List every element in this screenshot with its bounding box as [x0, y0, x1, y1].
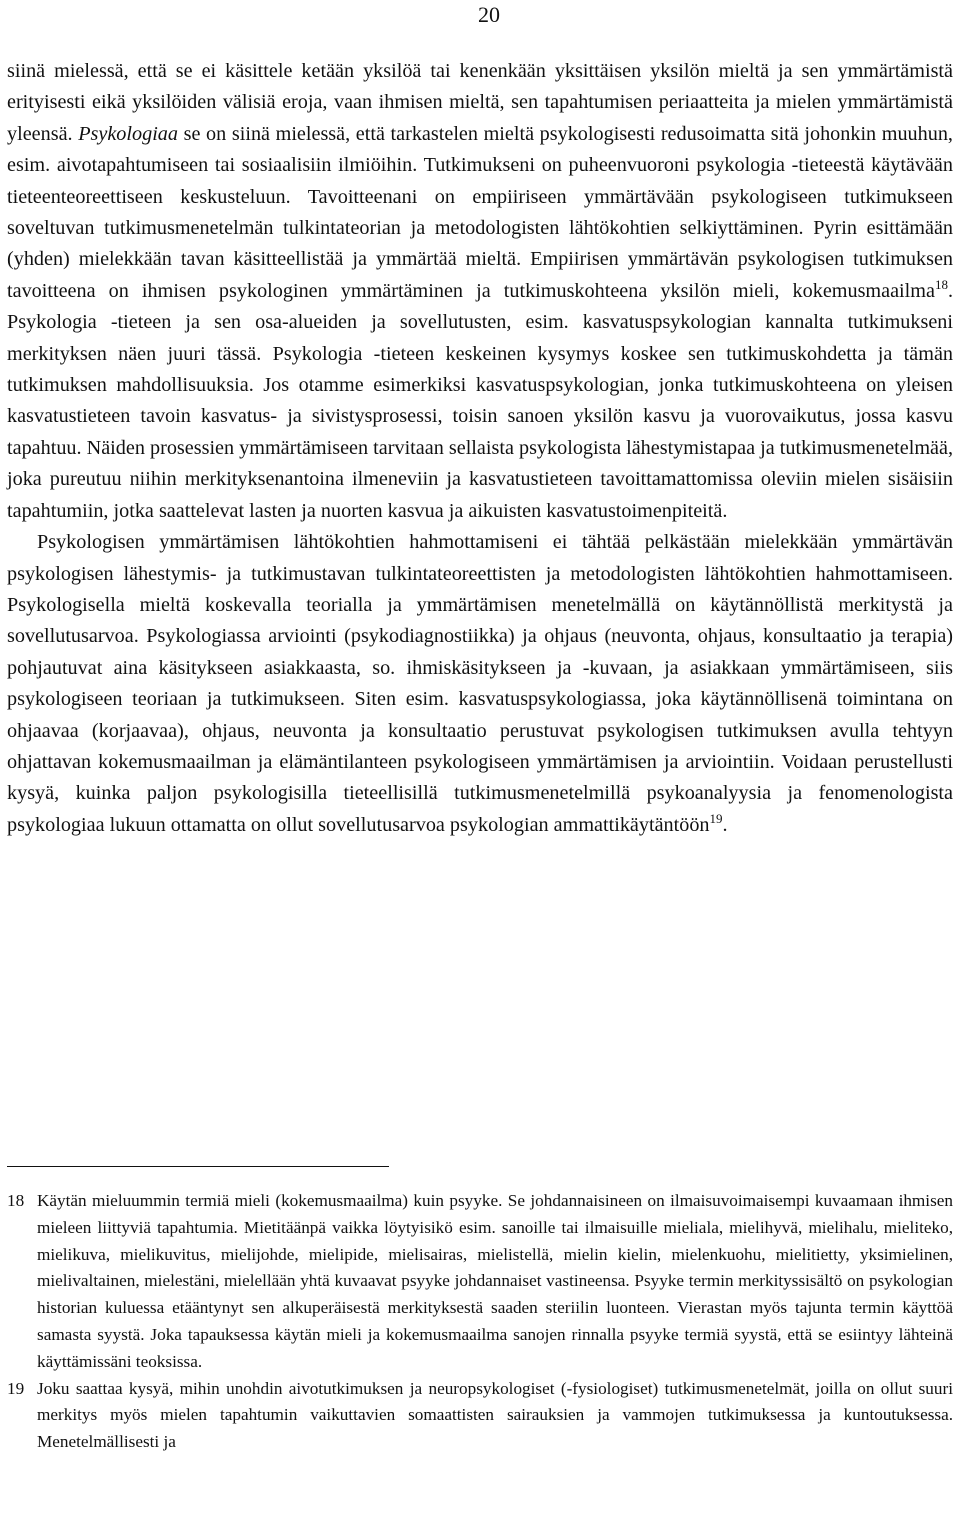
paragraph-text: Psykologisen ymmärtämisen lähtökohtien hahmottamiseni ei tähtää pelkästään mielekkään ymmärtävän psykologisen lähestymis- ja tutkimustavan tulkintateoreettisten ja metodologisten lähtökohtien hahmottamiseen. Psykologisella mieltä koskevalla teorialla ja ymmärtämisen menetelmällä on käytännöllistä merkitystä ja sovellutusarvoa. Psykologiassa arviointi (psykodiagnostiikka) ja ohjaus (neuvonta, ohjaus, konsultaatio ja terapia) pohjautuvat aina käsitykseen asiakkaasta, so. ihmiskäsitykseen ja -kuvaan, ja asiakkaan ymmärtämiseen, siis psykologiseen teoriaan ja tutkimukseen. Siten esim. kasvatuspsykologiassa, joka käytännöllisenä toimintana on ohjaavaa (korjaavaa), ohjaus, neuvonta ja konsultaatio perustuvat psykologisen tutkimuksen avulla tehtyyn ohjattavan kokemusmaailman ja elämäntilanteen psykologiseen ymmärtämisen ja arviointiin. Voidaan perustellusti kysyä, kuinka paljon psykologisilla tieteellisillä tutkimusmenetelmillä psykoanalyysia ja fenomenologista psykologiaa lukuun ottamatta on ollut sovellutusarvoa psykologian ammattikäytäntöön — [7, 531, 953, 836]
paragraph-text: . Psykologia -tieteen ja sen osa-alueiden ja sovellutusten, esim. kasvatuspsykologian kannalta tutkimukseni merkityksen näen juuri tässä. Psykologia -tieteen keskeinen kysymys koskee sen tutkimuskohdetta ja tämän tutkimuksen mahdollisuuksia. Jos otamme esimerkiksi kasvatuspsykologian, jonka tutkimuskohteena on yleisen kasvatustieteen tavoin kasvatus- ja sivistysprosessi, toisin sanoen yksilön kasvu ja vuorovaikutus, jossa kasvu tapahtuu. Näiden prosessien ymmärtämiseen tarvitaan sellaista psykologista lähestymistapaa ja tutkimusmenetelmää, joka pureutuu niihin merkityksenantoina ilmeneviin ja kasvatustieteen tavoittamattomissa oleviin mielen sisäisiin tapahtumiin, jotka saattelevat lasten ja nuorten kasvua ja aikuisten kasvatustoimenpiteitä. — [7, 279, 953, 522]
footnote-ref-18[interactable]: 18 — [934, 276, 948, 292]
body-text — [7, 56, 953, 841]
footnotes — [7, 1188, 953, 1456]
paragraph-1 — [7, 56, 953, 527]
paragraph-text: se on siinä mielessä, että tarkastelen mieltä psykologisesti redusoimatta sitä johonkin muuhun, esim. aivotapahtumiseen tai sosiaalisiin ilmiöihin. Tutkimukseni on puheenvuoroni psykologia -tieteestä käytävään tieteenteoreettiseen keskusteluun. Tavoitteenani on empiiriseen ymmärtävään psykologiseen tutkimukseen soveltuvan tutkimusmenetelmän tulkintateorian ja metodologisten lähtökohtien selkiyttäminen. Pyrin esittämään (yhden) mielekkään tavan käsitteellistää ja ymmärtää mieltä. Empiirisen ymmärtävän psykologisen tutkimuksen tavoitteena on ihmisen psykologinen ymmärtäminen ja tutkimuskohteena yksilön mieli, kokemusmaailma — [7, 122, 953, 302]
footnote-separator — [7, 1166, 389, 1167]
footnote-ref-19[interactable]: 19 — [709, 810, 723, 826]
paragraph-text: siinä mielessä, että se ei käsittele ketään yksilöä tai kenenkään yksittäisen yksilön mieltä ja sen ymmärtämistä erityisesti eikä yksilöiden välisiä eroja, vaan ihmisen mieltä, sen tapahtumisen periaatteita ja mielen ymmärtämistä yleensä. — [7, 60, 953, 145]
page-number: 20 — [478, 2, 500, 27]
footnote-number: 19 — [7, 1378, 25, 1398]
footnote-text: Käytän mieluummin termiä mieli (kokemusmaailma) kuin psyyke. Se johdannaisineen on ilmaisuvoimaisempi kuvaamaan ihmisen mieleen liittyviä tapahtumia. Mietitäänpä vaikka löytyisikö esim. sanoille tai ilmaisuille mieliala, mielihyvä, mielihalu, mieliteko, mielikuva, mielikuvitus, mielijohde, mielipide, mielisairas, mielistellä, mielin kielin, mielenkuohu, mielitietty, yksimielinen, mielivaltainen, mielestäni, mielellään yhtä kuvaavat psyyke johdannaiset vastineensa. Psyyke termin merkityssisältö on psykologian historian kuluessa etääntynyt sen alkuperäisestä merkityksestä saaden steriilin luonteen. Vierastan myös tajunta termin käyttöä samasta syystä. Joka tapauksessa käytän mieli ja kokemusmaailma sanojen rinnalla psyyke termiä syystä, että se esiintyy lähteinä käyttämissäni teoksissa. — [37, 1191, 953, 1371]
italic-term: Psykologiaa — [78, 122, 178, 145]
footnote-text: Joku saattaa kysyä, mihin unohdin aivotutkimuksen ja neuropsykologiset (-fysiologiset) tutkimusmenetelmät, joilla on ollut suuri merkitys myös mielen tapahtumin vaikuttavien somaattisten sairauksien ja vammojen tutkimuksessa ja kuntoutuksessa. Menetelmällisesti ja — [37, 1378, 953, 1452]
footnote-number: 18 — [7, 1191, 25, 1210]
footnote-19 — [7, 1376, 953, 1456]
footnote-18 — [7, 1188, 953, 1376]
paragraph-2 — [7, 527, 953, 841]
paragraph-text: . — [722, 813, 728, 836]
